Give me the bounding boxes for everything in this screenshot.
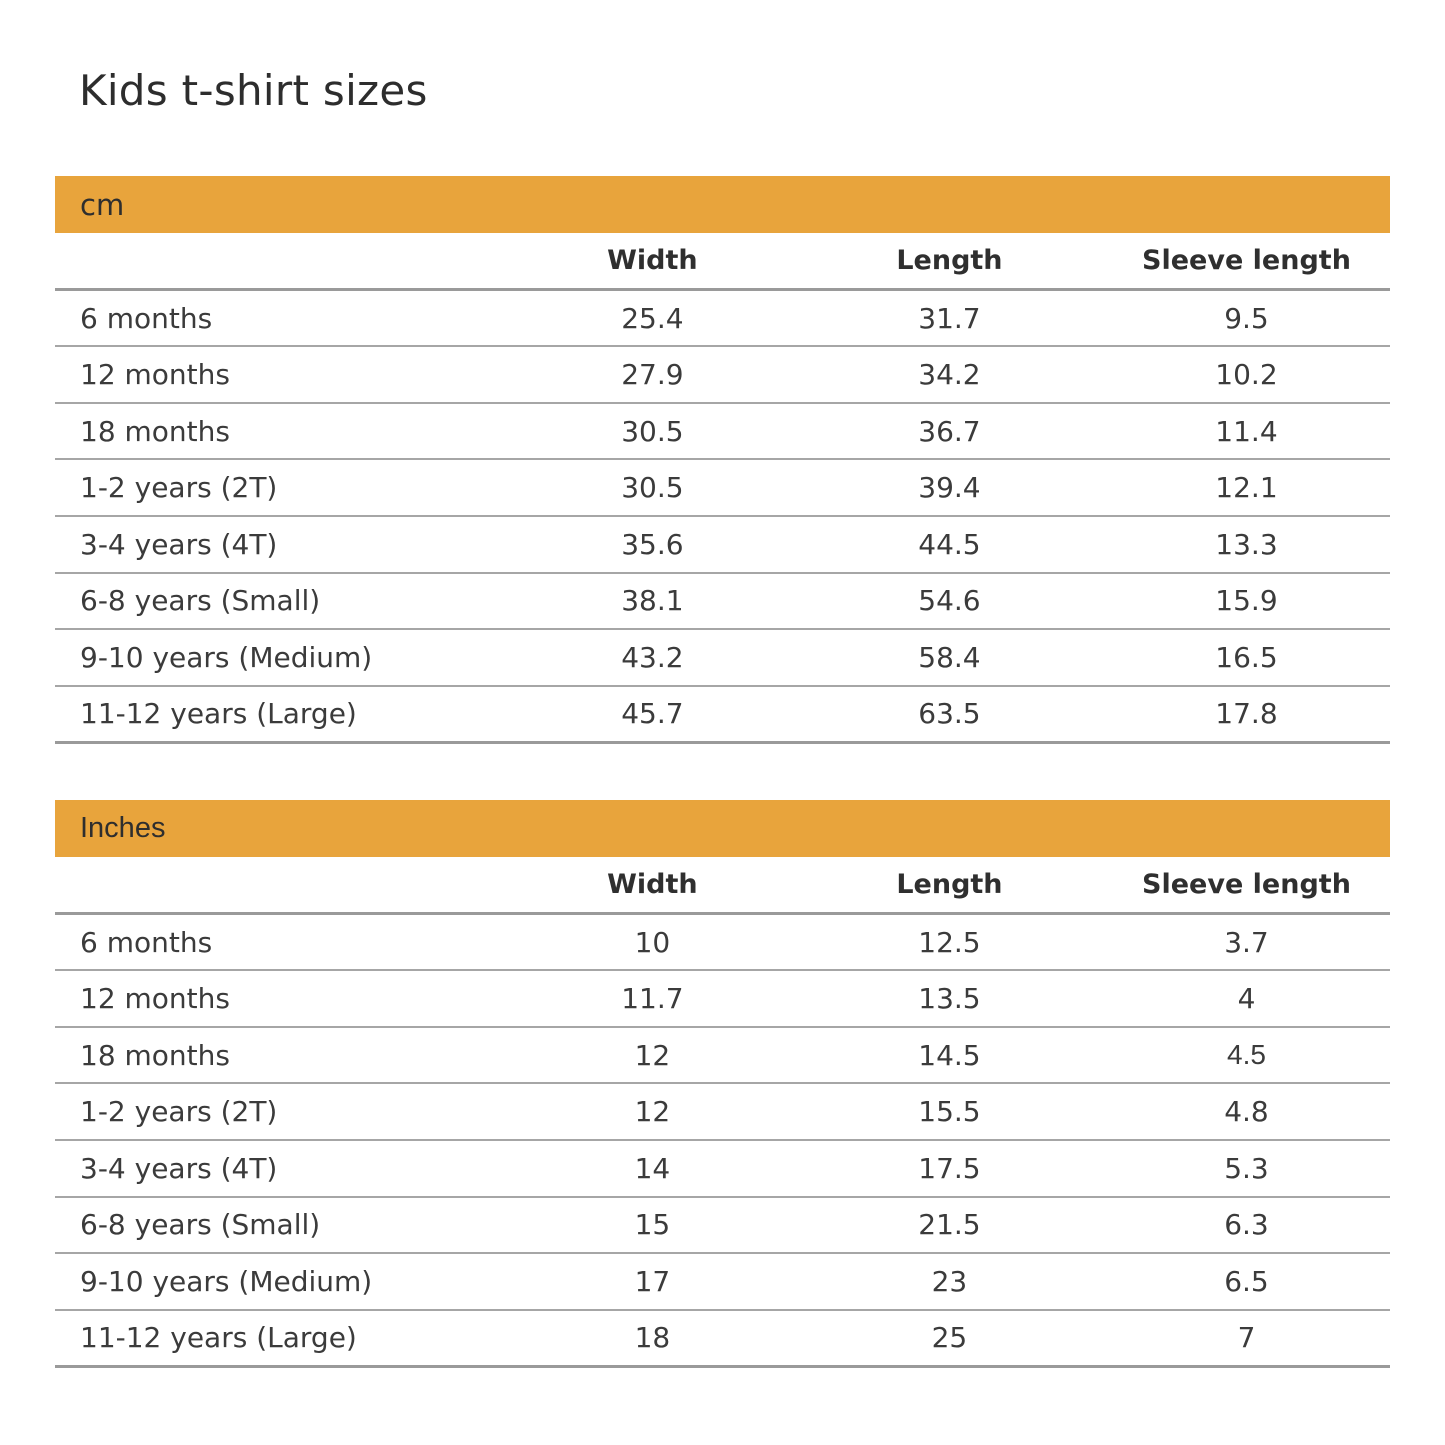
column-header-empty <box>55 857 509 914</box>
table-row <box>55 629 1390 686</box>
width-value-cell: 15 <box>509 1197 796 1254</box>
length-value-cell: 13.5 <box>796 970 1103 1027</box>
width-value-cell: 45.7 <box>509 686 796 743</box>
width-value-cell: 17 <box>509 1253 796 1310</box>
width-value-cell: 30.5 <box>509 403 796 460</box>
length-value-cell: 12.5 <box>796 914 1103 971</box>
width-value-cell: 10 <box>509 914 796 971</box>
sleeve-length-value-cell: 6.3 <box>1103 1197 1390 1254</box>
size-label-cell: 1-2 years (2T) <box>55 459 509 516</box>
width-value-cell: 12 <box>509 1083 796 1140</box>
table-row <box>55 573 1390 630</box>
size-label-cell: 3-4 years (4T) <box>55 516 509 573</box>
table-row <box>55 914 1390 971</box>
table-row <box>55 686 1390 743</box>
size-label-cell: 6 months <box>55 290 509 347</box>
length-value-cell: 39.4 <box>796 459 1103 516</box>
width-value-cell: 43.2 <box>509 629 796 686</box>
table-row <box>55 1140 1390 1197</box>
length-value-cell: 63.5 <box>796 686 1103 743</box>
page-title: Kids t-shirt sizes <box>79 66 428 115</box>
width-value-cell: 25.4 <box>509 290 796 347</box>
sleeve-length-value-cell: 13.3 <box>1103 516 1390 573</box>
column-header-row <box>55 233 1390 290</box>
table-row <box>55 970 1390 1027</box>
inches-size-table-section <box>55 800 1390 1368</box>
width-value-cell: 38.1 <box>509 573 796 630</box>
size-label-cell: 6-8 years (Small) <box>55 573 509 630</box>
table-row <box>55 1310 1390 1367</box>
size-label-cell: 1-2 years (2T) <box>55 1083 509 1140</box>
size-label-cell: 11-12 years (Large) <box>55 686 509 743</box>
column-header-empty <box>55 233 509 290</box>
inches-band <box>55 800 1390 857</box>
size-label-cell: 18 months <box>55 403 509 460</box>
sleeve-length-value-cell: 6.5 <box>1103 1253 1390 1310</box>
inches-size-table <box>55 857 1390 1368</box>
sleeve-length-value-cell: 4.5 <box>1103 1027 1390 1084</box>
width-value-cell: 18 <box>509 1310 796 1367</box>
length-value-cell: 44.5 <box>796 516 1103 573</box>
column-header-sleeve-length: Sleeve length <box>1103 857 1390 914</box>
table-row <box>55 516 1390 573</box>
size-label-cell: 12 months <box>55 346 509 403</box>
size-label-cell: 11-12 years (Large) <box>55 1310 509 1367</box>
column-header-width: Width <box>509 233 796 290</box>
width-value-cell: 30.5 <box>509 459 796 516</box>
table-row <box>55 459 1390 516</box>
cm-size-table <box>55 233 1390 744</box>
column-header-length: Length <box>796 233 1103 290</box>
length-value-cell: 14.5 <box>796 1027 1103 1084</box>
sleeve-length-value-cell: 7 <box>1103 1310 1390 1367</box>
table-unit-label: cm <box>80 187 125 222</box>
sleeve-length-value-cell: 16.5 <box>1103 629 1390 686</box>
table-row <box>55 1083 1390 1140</box>
sleeve-length-value-cell: 4 <box>1103 970 1390 1027</box>
sleeve-length-value-cell: 5.3 <box>1103 1140 1390 1197</box>
table-row <box>55 1197 1390 1254</box>
length-value-cell: 34.2 <box>796 346 1103 403</box>
sleeve-length-value-cell: 12.1 <box>1103 459 1390 516</box>
cm-size-table-section <box>55 176 1390 744</box>
cm-band <box>55 176 1390 233</box>
sleeve-length-value-cell: 10.2 <box>1103 346 1390 403</box>
sleeve-length-value-cell: 4.8 <box>1103 1083 1390 1140</box>
width-value-cell: 35.6 <box>509 516 796 573</box>
width-value-cell: 27.9 <box>509 346 796 403</box>
size-label-cell: 6 months <box>55 914 509 971</box>
sleeve-length-value-cell: 9.5 <box>1103 290 1390 347</box>
length-value-cell: 36.7 <box>796 403 1103 460</box>
sleeve-length-value-cell: 15.9 <box>1103 573 1390 630</box>
table-row <box>55 403 1390 460</box>
width-value-cell: 12 <box>509 1027 796 1084</box>
column-header-length: Length <box>796 857 1103 914</box>
width-value-cell: 11.7 <box>509 970 796 1027</box>
table-row <box>55 1253 1390 1310</box>
column-header-row <box>55 857 1390 914</box>
length-value-cell: 54.6 <box>796 573 1103 630</box>
size-label-cell: 6-8 years (Small) <box>55 1197 509 1254</box>
size-label-cell: 3-4 years (4T) <box>55 1140 509 1197</box>
table-row <box>55 1027 1390 1084</box>
sleeve-length-value-cell: 3.7 <box>1103 914 1390 971</box>
length-value-cell: 23 <box>796 1253 1103 1310</box>
length-value-cell: 31.7 <box>796 290 1103 347</box>
sleeve-length-value-cell: 11.4 <box>1103 403 1390 460</box>
table-row <box>55 290 1390 347</box>
table-unit-label: Inches <box>80 812 166 844</box>
length-value-cell: 21.5 <box>796 1197 1103 1254</box>
column-header-width: Width <box>509 857 796 914</box>
table-row <box>55 346 1390 403</box>
size-label-cell: 9-10 years (Medium) <box>55 629 509 686</box>
size-label-cell: 12 months <box>55 970 509 1027</box>
length-value-cell: 25 <box>796 1310 1103 1367</box>
size-label-cell: 18 months <box>55 1027 509 1084</box>
length-value-cell: 17.5 <box>796 1140 1103 1197</box>
column-header-sleeve-length: Sleeve length <box>1103 233 1390 290</box>
size-label-cell: 9-10 years (Medium) <box>55 1253 509 1310</box>
length-value-cell: 15.5 <box>796 1083 1103 1140</box>
length-value-cell: 58.4 <box>796 629 1103 686</box>
width-value-cell: 14 <box>509 1140 796 1197</box>
sleeve-length-value-cell: 17.8 <box>1103 686 1390 743</box>
